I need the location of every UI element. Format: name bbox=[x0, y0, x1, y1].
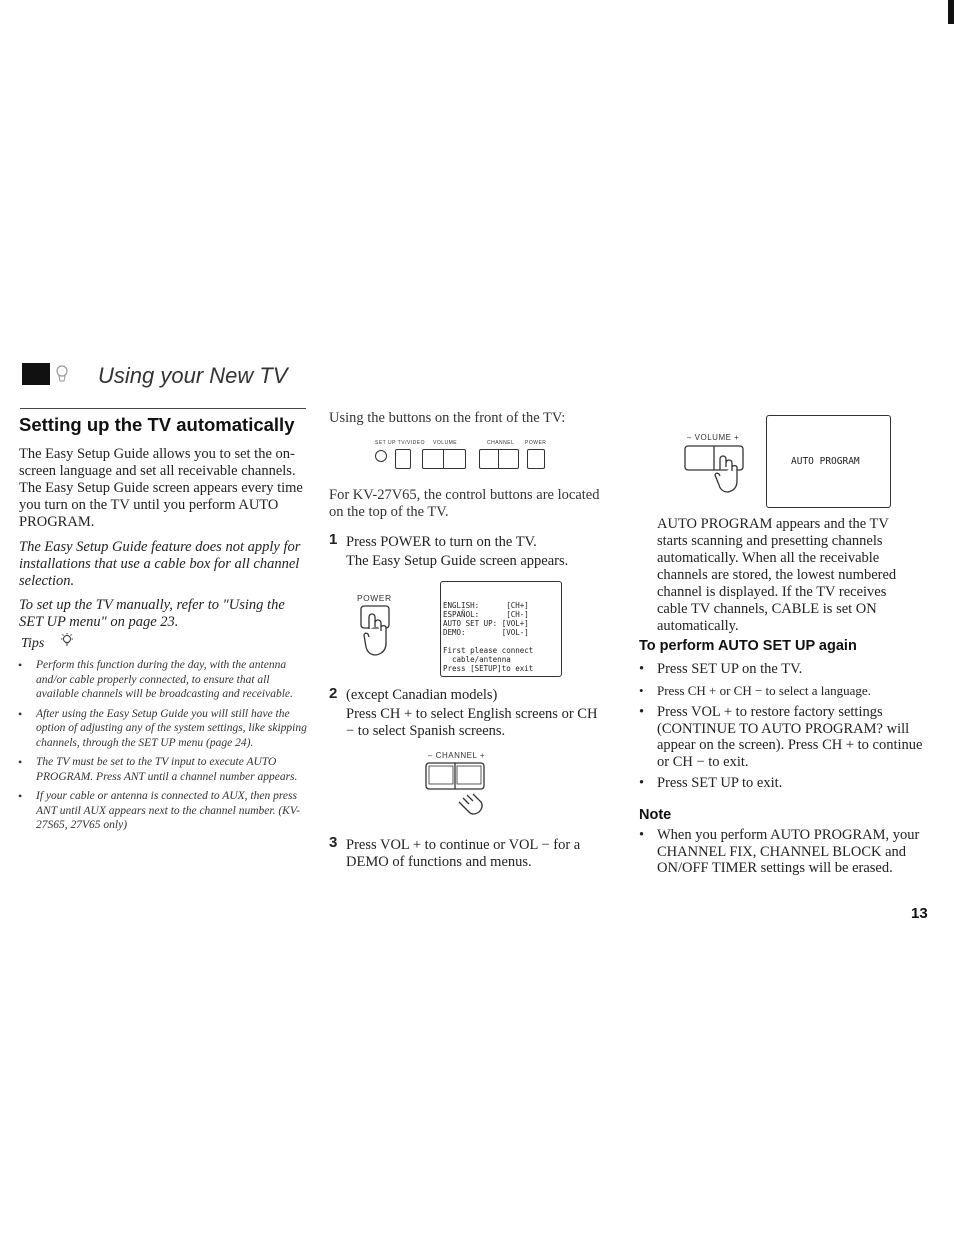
tip-item: • After using the Easy Setup Guide you will still have the option of adjusting any of the system settings, like skipping channels, through the SET UP menu (page 24). bbox=[18, 707, 310, 751]
step-2-condition: (except Canadian models) bbox=[346, 687, 498, 703]
tip-item: • Perform this function during the day, with the antenna and/or cable properly connected, to ensure that all available channels will be broadcasting and receivable. bbox=[18, 658, 310, 702]
auto-program-screen bbox=[766, 415, 891, 508]
channel-hand-press-icon bbox=[425, 762, 489, 827]
step-3-number: 3 bbox=[329, 834, 338, 851]
power-label: POWER bbox=[357, 593, 392, 603]
kv-model-note: For KV-27V65, the control buttons are located on the top of the TV. bbox=[329, 487, 600, 520]
auto-setup-again-heading: To perform AUTO SET UP again bbox=[639, 638, 857, 654]
tip-item: • The TV must be set to the TV input to execute AUTO PROGRAM. Press ANT until a channel number appears. bbox=[18, 755, 310, 784]
lightbulb-hand-icon bbox=[54, 364, 70, 389]
list-item: • Press CH + or CH − to select a language. bbox=[639, 683, 924, 700]
channel-label: – CHANNEL + bbox=[428, 751, 485, 760]
step-3-text: Press VOL + to continue or VOL − for a DEMO of functions and menus. bbox=[346, 837, 581, 870]
cable-box-note: The Easy Setup Guide feature does not apply for installations that use a cable box for all channel selection. bbox=[19, 539, 301, 589]
front-buttons-intro: Using the buttons on the front of the TV: bbox=[329, 410, 566, 426]
page-number: 13 bbox=[911, 905, 928, 922]
step-1-result: The Easy Setup Guide screen appears. bbox=[346, 553, 569, 569]
channel-divider bbox=[498, 449, 499, 469]
front-label-channel: CHANNEL bbox=[487, 440, 515, 446]
auto-program-paragraph: AUTO PROGRAM appears and the TV starts scanning and presetting channels automatically. When all the receivable channels are stored, the lowest numbered channel is displayed. If the TV receives cable TV channels, CABLE is set ON automatically. bbox=[657, 516, 897, 634]
power-button[interactable] bbox=[527, 449, 545, 469]
tip-item: • If your cable or antenna is connected to AUX, then press ANT until AUX appears next to the channel number. (KV-27S65, 27V65 only) bbox=[18, 789, 310, 833]
list-item: • Press SET UP to exit. bbox=[639, 775, 924, 792]
setup-button[interactable] bbox=[395, 449, 411, 469]
easy-setup-screen bbox=[440, 581, 562, 677]
front-label-setup: SET UP TV/VIDEO bbox=[375, 440, 426, 446]
section-marker-block bbox=[22, 363, 50, 385]
note-list bbox=[639, 827, 924, 882]
list-item: • Press VOL + to restore factory settings (CONTINUE TO AUTO PROGRAM? will appear on the screen). Press CH + to continue or CH − to exit. bbox=[639, 704, 924, 770]
hand-press-icon bbox=[360, 605, 392, 662]
tips-label: Tips bbox=[21, 636, 45, 651]
step-1-text: Press POWER to turn on the TV. bbox=[346, 534, 537, 550]
page-heading: Setting up the TV automatically bbox=[19, 414, 295, 435]
front-label-power: POWER bbox=[525, 440, 547, 446]
note-heading: Note bbox=[639, 807, 672, 823]
indicator-led-icon bbox=[375, 450, 387, 462]
volume-divider bbox=[443, 449, 444, 469]
section-divider bbox=[20, 408, 306, 409]
front-label-volume: VOLUME bbox=[433, 440, 458, 446]
auto-program-screen-text: AUTO PROGRAM bbox=[791, 456, 860, 467]
auto-setup-steps-list bbox=[639, 661, 924, 797]
volume-hand-press-icon bbox=[684, 445, 748, 502]
section-title: Using your New TV bbox=[98, 363, 288, 388]
volume-label: – VOLUME + bbox=[687, 433, 740, 442]
tips-icon bbox=[60, 633, 74, 654]
manual-setup-note: To set up the TV manually, refer to "Using the SET UP menu" on page 23. bbox=[19, 597, 285, 630]
intro-paragraph: The Easy Setup Guide allows you to set the on-screen language and set all receivable channels. The Easy Setup Guide screen appears every time you turn on the TV until you perform AUTO PROGRAM. bbox=[19, 446, 303, 530]
step-1-number: 1 bbox=[329, 531, 338, 548]
step-2-number: 2 bbox=[329, 685, 338, 702]
tips-list bbox=[18, 658, 310, 838]
step-2-text: Press CH + to select English screens or CH − to select Spanish screens. bbox=[346, 706, 598, 739]
note-item: • When you perform AUTO PROGRAM, your CHANNEL FIX, CHANNEL BLOCK and ON/OFF TIMER settings will be erased. bbox=[639, 827, 924, 877]
page-edge-mark bbox=[948, 0, 954, 24]
list-item: • Press SET UP on the TV. bbox=[639, 661, 924, 678]
easy-setup-screen-text: ENGLISH: [CH+] ESPAÑOL: [CH-] AUTO SET UP: [VOL+] DEMO: [VOL-] First please connect cable/antenna Press [SETUP]to exit bbox=[443, 601, 534, 673]
